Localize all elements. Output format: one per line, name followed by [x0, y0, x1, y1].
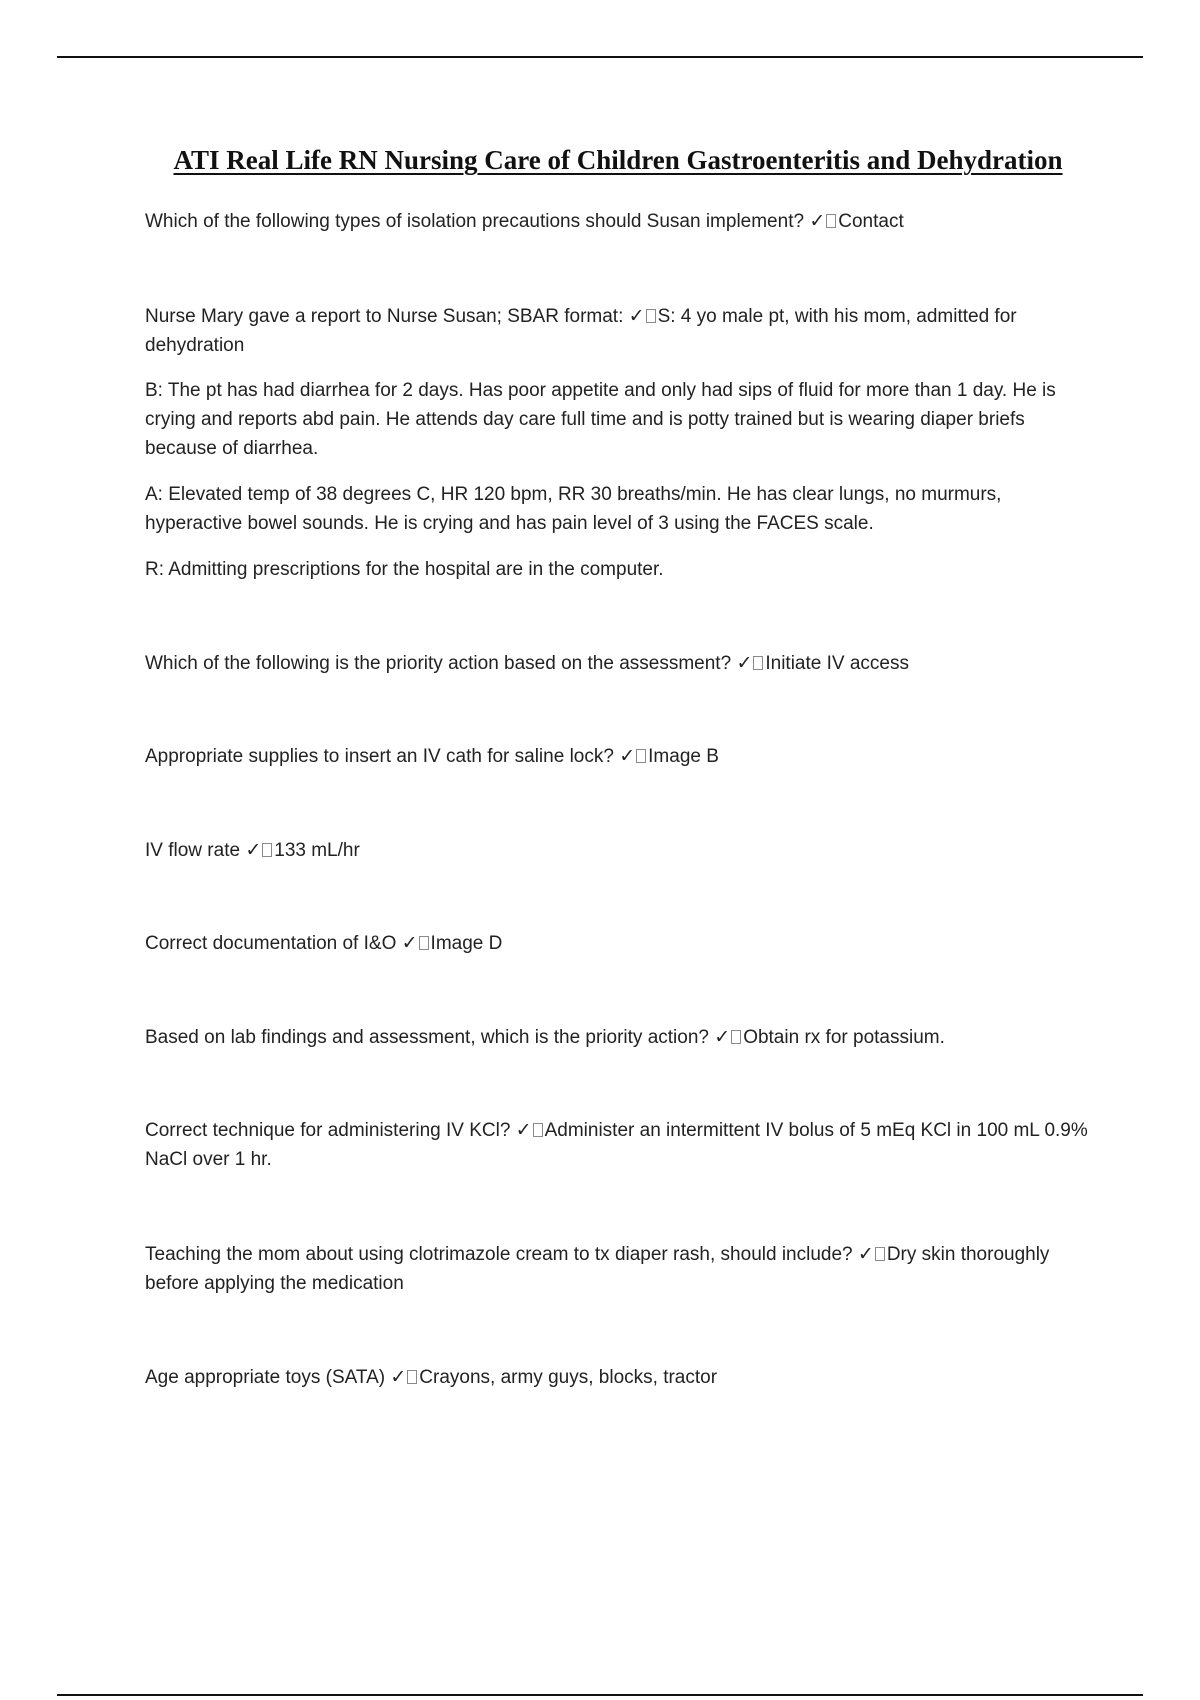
check-icon: ✓ — [515, 1120, 532, 1141]
qa-item — [145, 1363, 1095, 1392]
qa-item — [145, 929, 1095, 958]
qa-item — [145, 836, 1095, 865]
document-title: ATI Real Life RN Nursing Care of Children Gastroenteritis and Dehydration — [173, 145, 1063, 175]
check-icon: ✓ — [628, 306, 645, 327]
question-text: Which of the following types of isolation precautions should Susan implement? — [145, 211, 805, 232]
question-text: Nurse Mary gave a report to Nurse Susan; SBAR format: — [145, 306, 624, 327]
answer-text: Image B — [648, 746, 719, 767]
check-icon: ✓ — [619, 746, 636, 767]
answer-text: 133 mL/hr — [274, 840, 360, 861]
check-icon: ✓ — [736, 653, 753, 674]
question-text: Age appropriate toys (SATA) — [145, 1367, 386, 1388]
answer-text: S: 4 yo male pt, with his mom, admitted for dehydration — [145, 306, 1017, 356]
question-text: IV flow rate — [145, 840, 241, 861]
checkbox-placeholder-icon — [636, 749, 646, 763]
question-text: Teaching the mom about using clotrimazole cream to tx diaper rash, should include? — [145, 1244, 853, 1265]
qa-item — [145, 649, 1095, 678]
qa-item — [145, 1116, 1095, 1174]
checkbox-placeholder-icon — [753, 656, 763, 670]
checkbox-placeholder-icon — [875, 1247, 885, 1261]
question-text: Correct documentation of I&O — [145, 933, 397, 954]
sbar-recommendation: R: Admitting prescriptions for the hospital are in the computer. — [145, 559, 664, 580]
bottom-rule — [57, 1694, 1143, 1696]
checkbox-placeholder-icon — [262, 843, 272, 857]
checkbox-placeholder-icon — [533, 1123, 543, 1137]
checkbox-placeholder-icon — [419, 936, 429, 950]
answer-text: Contact — [838, 211, 904, 232]
checkbox-placeholder-icon — [646, 309, 656, 323]
sbar-assessment: A: Elevated temp of 38 degrees C, HR 120 bpm, RR 30 breaths/min. He has clear lungs, no murmurs, hyperactive bowel sounds. He is crying and has pain level of 3 using the FACES scale. — [145, 484, 1002, 534]
qa-item — [145, 302, 1095, 360]
checkbox-placeholder-icon — [407, 1370, 417, 1384]
answer-text: Dry skin thoroughly before applying the medication — [145, 1244, 1050, 1294]
answer-text: Obtain rx for potassium. — [743, 1027, 945, 1048]
question-text: Correct technique for administering IV KCl? — [145, 1120, 511, 1141]
question-text: Based on lab findings and assessment, which is the priority action? — [145, 1027, 709, 1048]
check-icon: ✓ — [245, 840, 262, 861]
answer-text: Image D — [430, 933, 503, 954]
answer-text: Administer an intermittent IV bolus of 5 mEq KCl in 100 mL 0.9% NaCl over 1 hr. — [145, 1120, 1088, 1170]
qa-item — [145, 742, 1095, 771]
check-icon: ✓ — [857, 1244, 874, 1265]
sbar-background: B: The pt has had diarrhea for 2 days. Has poor appetite and only had sips of fluid for more than 1 day. He is crying and reports abd pain. He attends day care full time and is potty trained but is wearing diaper briefs because of diarrhea. — [145, 380, 1056, 459]
check-icon: ✓ — [401, 933, 418, 954]
qa-item — [145, 1240, 1095, 1298]
answer-text: Initiate IV access — [765, 653, 909, 674]
check-icon: ✓ — [809, 211, 826, 232]
checkbox-placeholder-icon — [731, 1030, 741, 1044]
checkbox-placeholder-icon — [826, 214, 836, 228]
answer-text: Crayons, army guys, blocks, tractor — [419, 1367, 718, 1388]
top-rule — [57, 56, 1143, 58]
question-text: Appropriate supplies to insert an IV cath for saline lock? — [145, 746, 614, 767]
question-text: Which of the following is the priority action based on the assessment? — [145, 653, 732, 674]
check-icon: ✓ — [390, 1367, 407, 1388]
qa-item — [145, 1023, 1095, 1052]
qa-item — [145, 207, 1095, 236]
check-icon: ✓ — [714, 1027, 731, 1048]
